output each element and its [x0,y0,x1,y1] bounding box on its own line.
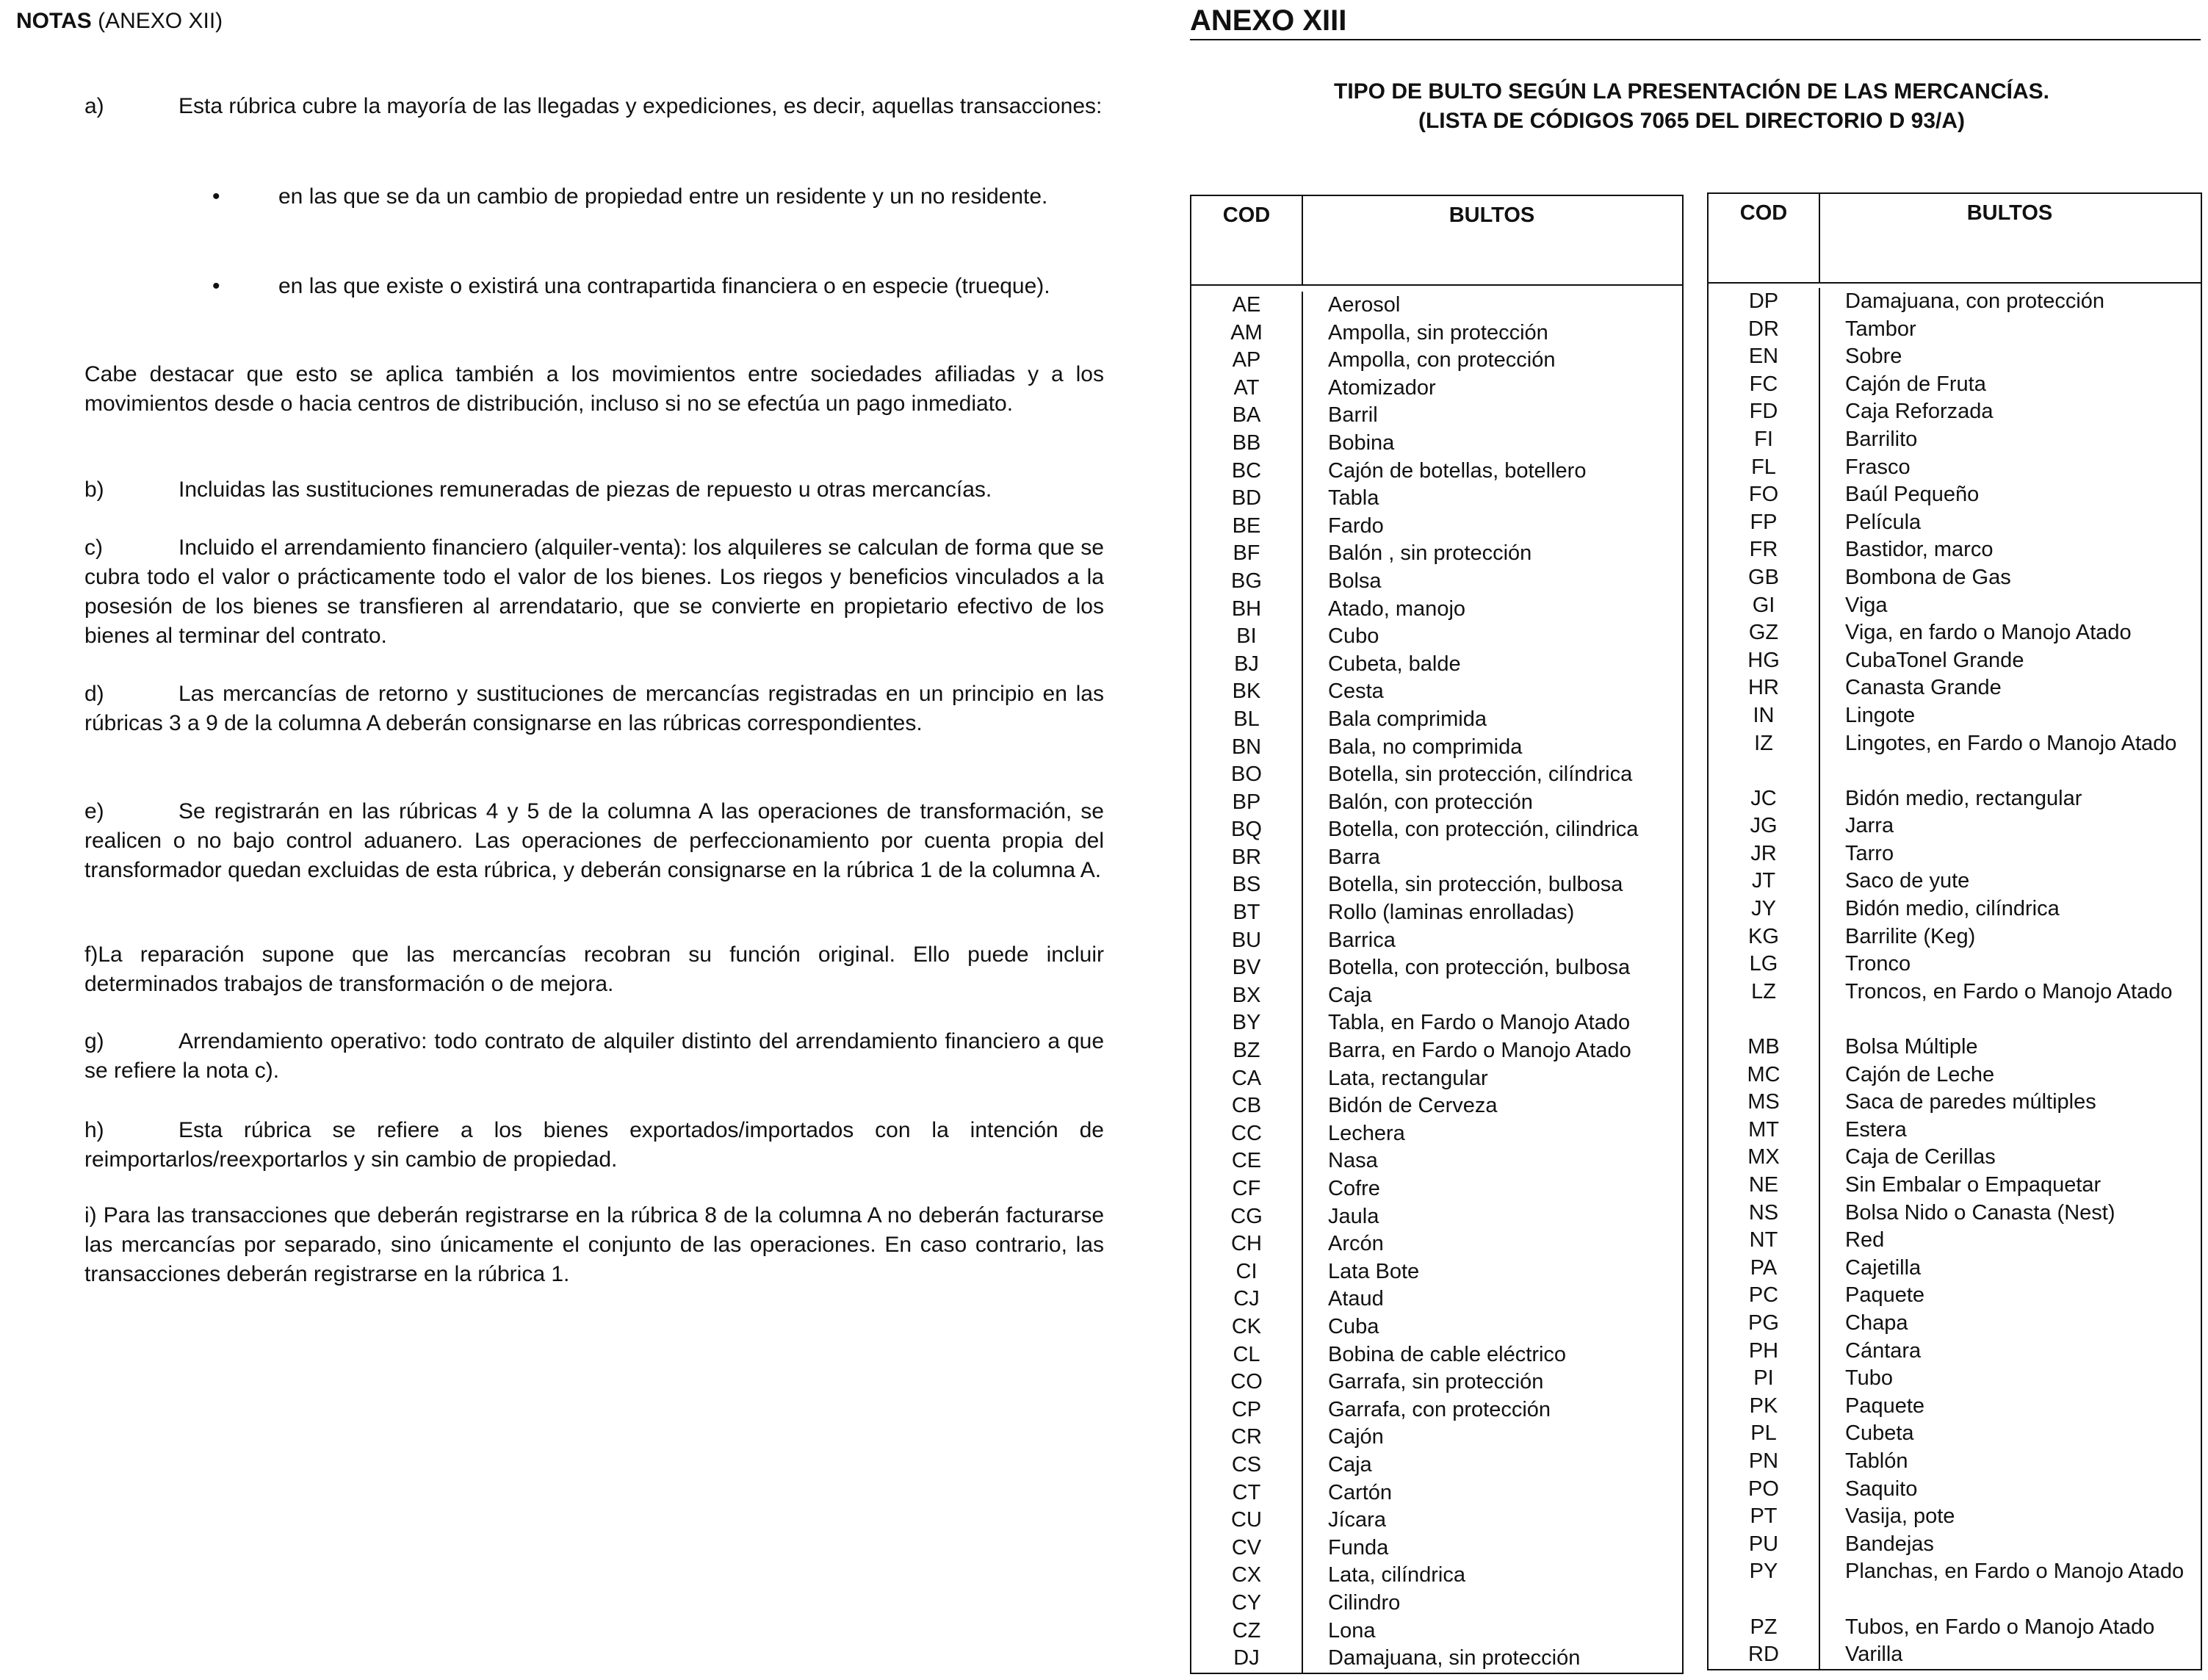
table-cell-description: Viga, en fardo o Manojo Atado [1845,621,2132,645]
column-header-code: COD [1191,196,1303,284]
note-a-tag: a) [84,94,104,118]
table-cell-code: KG [1748,924,1779,948]
note-c-text: Incluido el arrendamiento financiero (alquiler-venta): los alquileres se calculan de forma que se cubra todo el valor o prácticamente todo el valor de los bienes. Los riegos y beneficios vinculados a la posesión de los bienes se transfieren al arrendatario, que se convierte en propietario efectivo de los bienes al terminar del contrato. [84,536,1104,648]
table-cell-description: Bobina [1328,430,1395,455]
table-cell-description: Lata Bote [1328,1259,1420,1283]
table-cell-code: CC [1231,1121,1262,1145]
table-cell-code: CA [1231,1066,1262,1090]
table-cell-description: Balón , sin protección [1328,541,1532,566]
table-cell-description: Cubo [1328,624,1379,649]
table-cell-description: Ampolla, con protección [1328,348,1556,372]
table-cell-description: Cajón [1328,1425,1384,1449]
table-cell-description: Barril [1328,403,1378,428]
table-cell-code: LZ [1751,979,1776,1003]
table-cell-description: Paquete [1845,1283,1925,1308]
note-e-text: Se registrarán en las rúbricas 4 y 5 de la columna A las operaciones de transformación, se realicen o no bajo control aduanero. Las operaciones de perfeccionamiento por cuenta propia del transformador quedan excluidas de esta rúbrica, y deberán consignarse en la rúbrica 1 de la columna A. [84,799,1104,882]
description-column [1303,292,1681,1673]
table-cell-code: BB [1232,430,1261,455]
table-cell-description: Ataud [1328,1287,1384,1311]
table-cell-code: BR [1231,845,1262,869]
table-cell-code: BH [1231,596,1262,621]
table-cell-description: Atado, manojo [1328,596,1466,621]
table-cell-code: BX [1232,983,1261,1007]
table-cell-description: Saquito [1845,1477,1918,1501]
table-cell-description: Tubo [1845,1366,1894,1391]
bullet-icon: • [212,184,220,209]
table-cell-description: Arcón [1328,1232,1384,1256]
table-cell-description: Jarra [1845,814,1894,838]
table-cell-code: PH [1748,1338,1779,1363]
table-cell-code: HR [1748,676,1779,700]
table-cell-code: FO [1748,483,1779,507]
table-cell-code: DR [1748,317,1779,341]
table-cell-description: Cilindro [1328,1590,1401,1615]
table-cell-code: PK [1749,1394,1778,1418]
table-cell-code: PG [1748,1311,1779,1335]
table-cell-description: Barra, en Fardo o Manojo Atado [1328,1039,1631,1063]
table-cell-code: BE [1232,513,1261,538]
table-cell-description: Tabla [1328,486,1379,511]
table-cell-description: Bala comprimida [1328,707,1487,731]
table-cell-description: Funda [1328,1535,1389,1560]
table-cell-code: GI [1752,593,1775,617]
table-cell-description: Balón, con protección [1328,790,1533,814]
table-cell-description: Planchas, en Fardo o Manojo Atado [1845,1560,2184,1584]
table-cell-description: Cubeta, balde [1328,652,1461,676]
table-cell-code: BV [1232,956,1261,980]
table-cell-description: Botella, con protección, cilindrica [1328,818,1639,842]
table-cell-code: PN [1748,1449,1779,1473]
note-b [84,475,1104,505]
table-cell-description: Barrilito [1845,427,1918,451]
table-cell-description: Cartón [1328,1480,1393,1504]
table-cell-description: Damajuana, sin protección [1328,1646,1581,1670]
table-cell-description: Cofre [1328,1177,1380,1200]
table-cell-description: Lechera [1328,1121,1405,1145]
table-cell-description: Lingotes, en Fardo o Manojo Atado [1845,731,2177,755]
table-cell-code: FD [1749,400,1778,424]
bullet-icon: • [212,274,220,298]
table-cell-code: CJ [1233,1287,1260,1311]
table-cell-code: PT [1750,1504,1778,1529]
anexo-xiii-page [1175,0,2208,1680]
table-cell-description: Barra [1328,845,1380,869]
table-cell-description: Caja Reforzada [1845,400,1994,424]
table-cell-code: BC [1231,458,1262,483]
table-cell-code: NT [1749,1228,1778,1252]
note-a-text: Esta rúbrica cubre la mayoría de las llegadas y expediciones, es decir, aquellas transacciones: [178,94,1103,118]
table-cell-code: EN [1748,345,1779,369]
page-title: ANEXO XIII [1190,4,2201,40]
table-cell-code: BP [1232,790,1261,814]
table-cell-description: CubaTonel Grande [1845,648,2024,672]
table-cell-description: Barrilite (Keg) [1845,924,1976,948]
table-cell-description: Lingote [1845,703,1916,727]
table-cell-description: Tronco [1845,952,1911,976]
table-cell-code: CX [1231,1563,1262,1587]
table-cell-code: CS [1231,1452,1262,1477]
table-cell-code: CV [1231,1535,1262,1560]
notes-header-rest: (ANEXO XII) [91,9,223,33]
table-cell-description: Troncos, en Fardo o Manojo Atado [1845,979,2173,1003]
table-cell-code: BT [1233,901,1260,925]
codes-table-2 [1707,192,2202,1670]
table-cell-description: Chapa [1845,1311,1908,1335]
note-e [84,797,1104,885]
table-cell-code: NE [1748,1173,1779,1197]
table-cell-description: Tarro [1845,841,1894,865]
table-cell-code: NS [1748,1200,1779,1225]
table-cell-code: CK [1231,1314,1262,1338]
table-cell-code: CH [1231,1232,1262,1256]
table-cell-description: Saco de yute [1845,869,1970,893]
table-cell-description: Bobina de cable eléctrico [1328,1342,1567,1366]
table-cell-description: Sobre [1845,345,1902,369]
table-header [1709,194,2201,284]
table-cell-code: JY [1751,897,1776,921]
table-cell-code: FC [1749,372,1778,396]
table-cell-code: DP [1748,289,1779,313]
note-h-tag: h) [84,1118,104,1142]
table-cell-description: Rollo (laminas enrolladas) [1328,901,1575,925]
table-cell-code: GZ [1748,621,1779,645]
table-cell-description: Cajetilla [1845,1255,1922,1280]
table-cell-code: PL [1750,1421,1777,1446]
note-d [84,679,1104,738]
table-cell-code: BL [1233,707,1260,731]
table-cell-code: BG [1231,569,1262,593]
table-cell-description: Botella, sin protección, cilíndrica [1328,763,1633,787]
table-cell-description: Tablón [1845,1449,1908,1473]
table-cell-code: BQ [1231,818,1262,842]
table-cell-code: CI [1235,1259,1258,1283]
table-cell-description: Bidón medio, cilíndrica [1845,897,2060,921]
note-h-text: Esta rúbrica se refiere a los bienes exportados/importados con la intención de reimportarlos/reexportarlos y sin cambio de propiedad. [84,1118,1104,1172]
column-header-bultos: BULTOS [1448,203,1535,227]
table-cell-description: Bidón de Cerveza [1328,1094,1498,1118]
table-cell-code: AT [1233,375,1260,400]
note-cabe-text: Cabe destacar que esto se aplica también a los movimientos entre sociedades afiliadas y a los movimientos desde o hacia centros de distribución, incluso si no se efectúa un pago inmediato. [84,362,1104,416]
table-cell-description: Sin Embalar o Empaquetar [1845,1173,2101,1197]
table-cell-code: CP [1231,1397,1262,1421]
column-header-bultos: BULTOS [1966,201,2053,225]
table-cell-code: JT [1751,869,1776,893]
note-i-text: i) Para las transacciones que deberán registrarse en la rúbrica 8 de la columna A no deberán facturarse las mercancías por separado, sino únicamente el conjunto de las operaciones. En caso contrario, las transacciones deberán registrarse en la rúbrica 1. [84,1203,1104,1286]
table-cell-code: CR [1231,1425,1262,1449]
table-cell-description: Tambor [1845,317,1916,341]
notes-header [16,9,223,34]
note-cabe [84,360,1104,419]
table-body [1709,284,2201,1669]
table-cell-description: Bala, no comprimida [1328,735,1523,759]
table-cell-code: FP [1750,510,1778,534]
bullet-1-text: en las que se da un cambio de propiedad entre un residente y un no residente. [278,184,1048,209]
code-column [1709,288,1820,1669]
column-header-code: COD [1709,194,1820,282]
table-cell-description: Bolsa Nido o Canasta (Nest) [1845,1200,2115,1225]
table-cell-description: Canasta Grande [1845,676,2002,700]
table-cell-code: AM [1230,320,1263,345]
table-cell-code: MC [1747,1062,1781,1086]
table-cell-code: MS [1747,1090,1780,1114]
note-a-bullet-1 [209,182,1104,212]
table-cell-description: Cántara [1845,1338,1922,1363]
note-f-text: f)La reparación supone que las mercancías recobran su función original. Ello puede incluir determinados trabajos de transformación o de mejora. [84,942,1104,996]
table-cell-description: Lona [1328,1618,1376,1643]
table-cell-description: Bastidor, marco [1845,538,1994,562]
table-cell-code: PO [1748,1477,1779,1501]
table-cell-description: Bolsa Múltiple [1845,1035,1978,1059]
note-d-tag: d) [84,682,104,706]
table-cell-description: Bombona de Gas [1845,565,2011,589]
table-cell-description: Vasija, pote [1845,1504,1955,1529]
table-cell-code: BS [1232,873,1261,897]
table-cell-description: Botella, sin protección, bulbosa [1328,873,1623,897]
note-g-text: Arrendamiento operativo: todo contrato de alquiler distinto del arrendamiento financiero a que se refiere la nota c). [84,1029,1104,1083]
table-cell-description: Cuba [1328,1314,1379,1338]
table-cell-description: Jícara [1328,1508,1386,1532]
table-cell-code: DJ [1233,1646,1260,1670]
table-cell-code: IN [1753,703,1775,727]
table-cell-description: Varilla [1845,1643,1903,1667]
table-cell-code: CZ [1232,1618,1261,1643]
table-cell-code: BZ [1233,1039,1260,1063]
table-cell-code: BA [1232,403,1261,428]
table-cell-code: PY [1749,1560,1778,1584]
table-cell-description: Bolsa [1328,569,1382,593]
table-cell-description: Tabla, en Fardo o Manojo Atado [1328,1011,1631,1035]
table-cell-description: Botella, con protección, bulbosa [1328,956,1631,980]
table-cell-code: CL [1233,1342,1260,1366]
table-cell-description: Caja [1328,983,1372,1007]
note-f [84,940,1104,999]
table-cell-code: AP [1232,348,1261,372]
table-cell-description: Garrafa, sin protección [1328,1370,1544,1394]
table-cell-description: Paquete [1845,1394,1925,1418]
table-cell-code: PU [1748,1532,1779,1556]
note-e-tag: e) [84,799,104,823]
table-cell-code: CY [1231,1590,1262,1615]
table-cell-code: CO [1230,1370,1263,1394]
table-cell-code: AE [1232,293,1261,317]
table-cell-code: CB [1231,1094,1262,1118]
table-cell-description: Frasco [1845,455,1911,479]
bullet-2-text: en las que existe o existirá una contrapartida financiera o en especie (trueque). [278,274,1050,298]
note-c-tag: c) [84,536,103,560]
table-cell-code: JG [1750,814,1778,838]
table-cell-code: GB [1748,565,1779,589]
table-cell-description: Aerosol [1328,293,1401,317]
table-cell-code: FR [1749,538,1778,562]
note-a [84,92,1104,121]
table-cell-description: Cubeta [1845,1421,1914,1446]
note-g [84,1027,1104,1086]
code-column [1191,292,1303,1673]
table-cell-description: Saca de paredes múltiples [1845,1090,2096,1114]
table-cell-code: BN [1231,735,1262,759]
table-cell-description: Damajuana, con protección [1845,289,2105,313]
table-cell-code: IZ [1754,731,1773,755]
table-cell-description: Caja de Cerillas [1845,1145,1996,1169]
table-cell-code: JC [1750,786,1777,810]
table-cell-code: CG [1230,1204,1263,1228]
table-cell-description: Baúl Pequeño [1845,483,1980,507]
table-cell-description: Cajón de Leche [1845,1062,1995,1086]
table-cell-description: Bidón medio, rectangular [1845,786,2082,810]
note-b-tag: b) [84,477,104,502]
description-column [1820,288,2199,1669]
table-cell-code: BD [1231,486,1262,511]
table-cell-description: Película [1845,510,1922,534]
table-cell-description: Fardo [1328,513,1384,538]
table-cell-description: Cajón de Fruta [1845,372,1986,396]
table-cell-description: Red [1845,1228,1885,1252]
table-cell-description: Lata, rectangular [1328,1066,1488,1090]
table-cell-description: Ampolla, sin protección [1328,320,1548,345]
table-cell-code: MX [1747,1145,1780,1169]
table-cell-code: HG [1747,648,1780,672]
table-cell-code: MB [1747,1035,1780,1059]
table-cell-code: JR [1750,841,1777,865]
table-cell-description: Bandejas [1845,1532,1934,1556]
table-cell-code: BK [1232,679,1261,704]
table-cell-code: BO [1231,763,1262,787]
table-cell-code: PI [1753,1366,1774,1391]
table-cell-description: Barrica [1328,928,1396,952]
table-cell-description: Atomizador [1328,375,1436,400]
subtitle-line-1: TIPO DE BULTO SEGÚN LA PRESENTACIÓN DE LAS MERCANCÍAS. [1334,79,2049,104]
table-cell-code: CF [1232,1177,1261,1200]
table-cell-code: MT [1748,1117,1779,1142]
table-cell-description: Tubos, en Fardo o Manojo Atado [1845,1615,2155,1639]
table-cell-code: CE [1231,1149,1262,1173]
table-cell-description: Viga [1845,593,1888,617]
note-g-tag: g) [84,1029,104,1053]
table-cell-description: Jaula [1328,1204,1379,1228]
table-cell-code: RD [1748,1643,1779,1667]
table-cell-code: PC [1748,1283,1779,1308]
note-c [84,533,1104,651]
table-header [1191,196,1682,286]
table-cell-code: BY [1232,1011,1261,1035]
table-cell-code: BI [1236,624,1257,649]
table-cell-description: Cesta [1328,679,1384,704]
note-b-text: Incluidas las sustituciones remuneradas de piezas de repuesto u otras mercancías. [178,477,992,502]
table-cell-code: PZ [1750,1615,1778,1639]
table-cell-description: Caja [1328,1452,1372,1477]
notes-header-bold: NOTAS [16,9,92,33]
table-cell-description: Nasa [1328,1149,1378,1173]
table-cell-description: Garrafa, con protección [1328,1397,1551,1421]
table-cell-code: BJ [1234,652,1259,676]
table-cell-code: LG [1749,952,1778,976]
table-cell-code: FL [1751,455,1776,479]
table-cell-code: CU [1231,1508,1262,1532]
table-cell-description: Lata, cilíndrica [1328,1563,1465,1587]
note-i [84,1201,1104,1289]
table-body [1191,286,1682,1673]
note-d-text: Las mercancías de retorno y sustituciones de mercancías registradas en un principio en las rúbricas 3 a 9 de la columna A deberán consignarse en las rúbricas correspondientes. [84,682,1104,735]
table-cell-code: CT [1232,1480,1261,1504]
subtitle-line-2: (LISTA DE CÓDIGOS 7065 DEL DIRECTORIO D 93/A) [1418,109,1966,133]
table-cell-code: BF [1233,541,1260,566]
table-cell-code: BU [1231,928,1262,952]
note-a-bullet-2 [209,272,1104,301]
codes-table-1 [1190,195,1684,1674]
table-cell-description: Estera [1845,1117,1907,1142]
table-cell-code: FI [1754,427,1773,451]
table-cell-code: PA [1750,1255,1778,1280]
table-cell-description: Cajón de botellas, botellero [1328,458,1587,483]
note-h [84,1116,1104,1175]
